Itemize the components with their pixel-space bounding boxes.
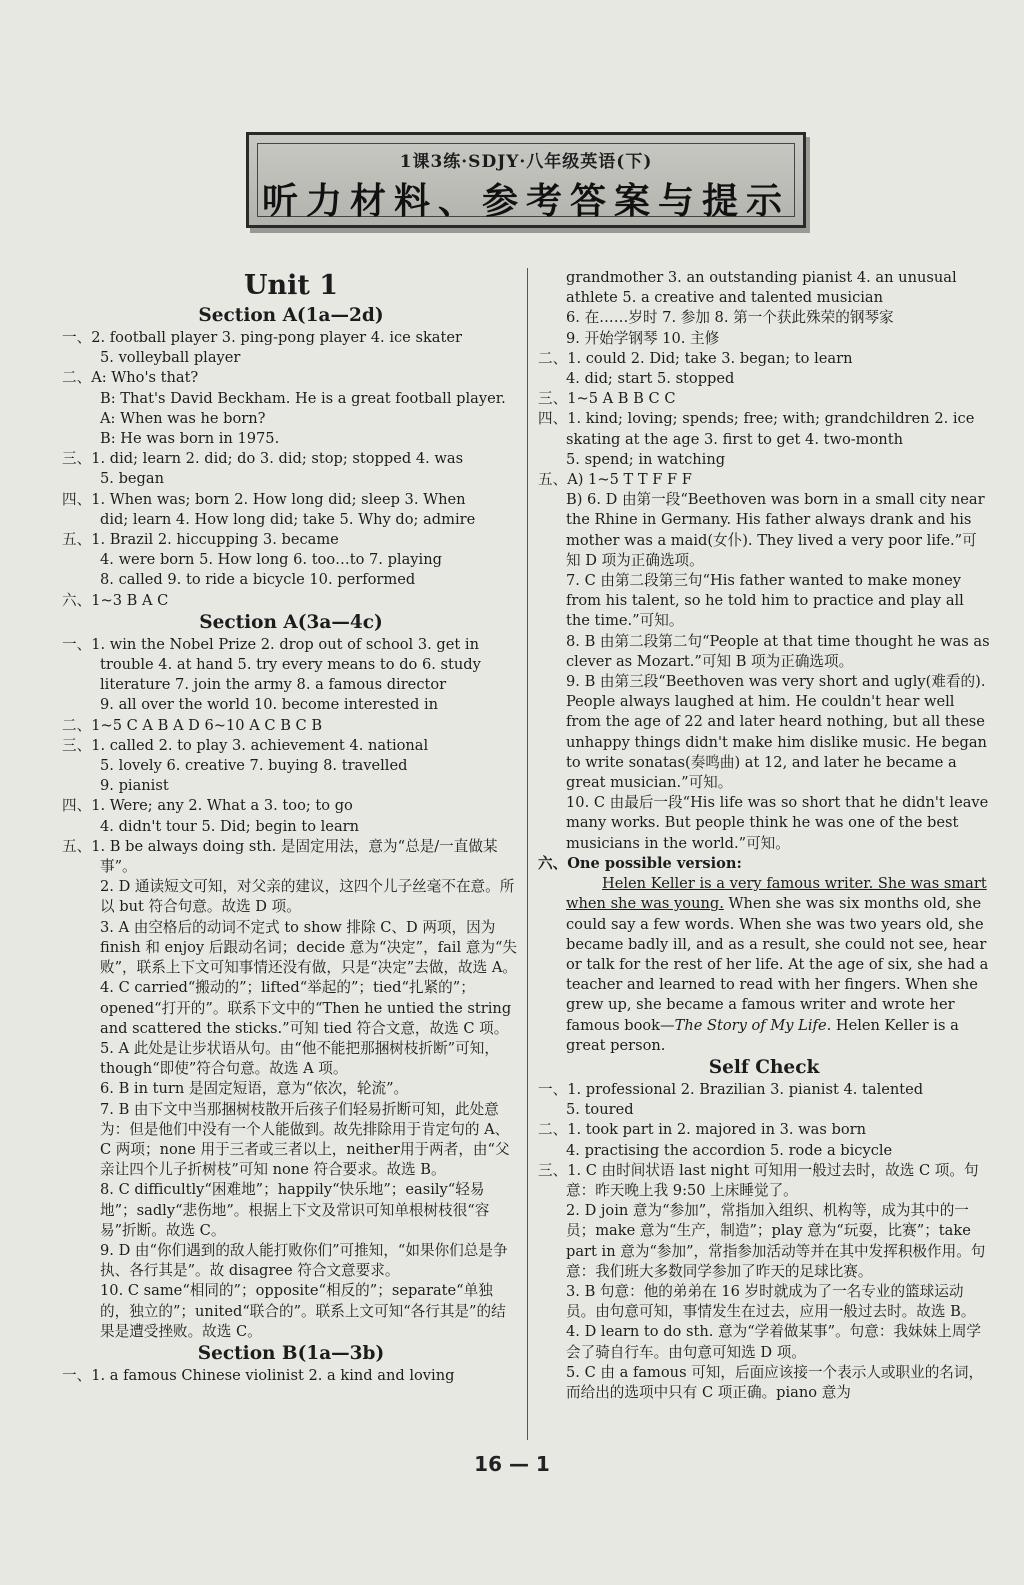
sample-essay-label: 六、One possible version: [538, 854, 742, 872]
answer-line: did; learn 4. How long did; take 5. Why do; admire [100, 510, 476, 528]
answer-line: A: When was he born? [100, 409, 266, 427]
answer-line: 一、2. football player 3. ping-pong player 4. ice skater [62, 329, 462, 346]
answer-line: 4. did; start 5. stopped [566, 370, 735, 388]
right-column [538, 268, 990, 1403]
explanation-paragraph: 5. A 此处是让步状语从句。由“他不能把那捆树枝折断”可知，though“即使”符合句意。故选 A 项。 [100, 1039, 499, 1078]
answer-line: 五、1. Brazil 2. hiccupping 3. became [62, 531, 339, 549]
answer-line: 5. lovely 6. creative 7. buying 8. travelled [100, 757, 408, 775]
answer-line: 9. all over the world 10. become interested in [100, 696, 439, 714]
answer-line: 5. volleyball player [100, 349, 241, 367]
explanation-paragraph: 三、1. C 由时间状语 last night 可知用一般过去时，故选 C 项。句意：昨天晚上我 9:50 上床睡觉了。 [538, 1161, 979, 1199]
explanation-paragraph: 5. C 由 a famous 可知，后面应该接一个表示人或职业的名词，而给出的选项中只有 C 项正确。piano 意为 [566, 1363, 984, 1401]
explanation-paragraph: 2. D join 意为“参加”，常指加入组织、机构等，成为其中的一员；make 意为“生产，制造”；play 意为“玩耍，比赛”；take part in 意为“参加”，常指参加活动等并在其中发挥积极作用。句意：我们班大多数同学参加了昨天的足球比赛。 [566, 1202, 986, 1280]
answer-line: athlete 5. a creative and talented musician [566, 289, 884, 307]
section-heading-b1: Section B(1a—3b) [197, 1342, 385, 1364]
essay-underlined-sentence: Helen Keller is a very famous writer. She was smart when she was young. [566, 875, 987, 913]
answer-line: 二、1~5 C A B A D 6~10 A C B C B [62, 716, 323, 734]
answer-line: 一、1. win the Nobel Prize 2. drop out of school 3. get in [62, 635, 479, 653]
book-subtitle: 1课3练·SDJY·八年级英语(下) [399, 152, 653, 172]
answer-line: 六、1~3 B A C [62, 591, 169, 609]
section-heading-self-check: Self Check [708, 1056, 820, 1078]
explanation-paragraph: 6. B in turn 是固定短语，意为“依次，轮流”。 [100, 1080, 409, 1098]
explanation-paragraph: 7. B 由下文中当那捆树枝散开后孩子们轻易折断可知，此处意为：但是他们中没有一个人能做到。故先排除用于肯定句的 A、C 两项；none 用于三者或三者以上，neither用于两者，由“父亲让四个儿子折树枝”可知 none 符合要求。故选 B。 [100, 1100, 510, 1179]
answer-line: 4. were born 5. How long 6. too…to 7. playing [100, 551, 442, 569]
answer-line: literature 7. join the army 8. a famous director [100, 676, 447, 694]
answer-line: 一、1. a famous Chinese violinist 2. a kind and loving [62, 1366, 455, 1384]
answer-line: skating at the age 3. first to get 4. two-month [566, 430, 903, 448]
answer-line: 三、1~5 A B B C C [538, 390, 676, 408]
header-banner [246, 132, 806, 228]
answer-line: grandmother 3. an outstanding pianist 4. an unusual [566, 269, 957, 286]
answer-line: 4. practising the accordion 5. rode a bicycle [566, 1141, 893, 1159]
explanation-paragraph: 7. C 由第二段第三句“His father wanted to make money from his talent, so he told him to practice and play all the time.”可知。 [566, 572, 964, 630]
header-banner-frame [257, 143, 795, 222]
answer-line: B: That's David Beckham. He is a great football player. [100, 389, 506, 407]
explanation-paragraph: B) 6. D 由第一段“Beethoven was born in a small city near the Rhine in Germany. His father always drank and his mother was a maid(女仆). They lived a very poor life.”可知 D 项为正确选项。 [566, 491, 985, 569]
essay-ending: . Helen Keller is a great person. [566, 1016, 959, 1054]
explanation-paragraph: 3. B 句意：他的弟弟在 16 岁时就成为了一名专业的篮球运动员。由句意可知，事情发生在过去，应用一般过去时。故选 B。 [566, 1282, 976, 1321]
answer-line: 二、A: Who's that? [62, 369, 199, 387]
essay-book-title: The Story of My Life [674, 1016, 827, 1034]
answer-line: 四、1. Were; any 2. What a 3. too; to go [62, 797, 353, 815]
column-divider [527, 268, 528, 1440]
explanation-paragraph: 4. C carried“搬动的”；lifted“举起的”；tied“扎紧的”；opened“打开的”。联系下文中的“Then he untied the string and scattered the sticks.”可知 tied 符合文意，故选 C 项。 [100, 979, 512, 1037]
explanation-paragraph: 2. D 通读短文可知，对父亲的建议，这四个儿子丝毫不在意。所以 but 符合句意。故选 D 项。 [100, 878, 515, 916]
explanation-paragraph: 五、1. B be always doing sth. 是固定用法，意为“总是/一直做某事”。 [62, 837, 498, 876]
explanation-paragraph: 8. C difficultly“困难地”；happily“快乐地”；easily“轻易地”；sadly“悲伤地”。根据上下文及常识可知单根树枝很“容易”折断。故选 C。 [100, 1181, 490, 1239]
answer-line: B: He was born in 1975. [100, 430, 280, 448]
answer-line: trouble 4. at hand 5. try every means to do 6. study [100, 656, 481, 674]
answer-line: 二、1. could 2. Did; take 3. began; to learn [538, 349, 853, 367]
left-column [62, 268, 520, 1386]
page-number: 16 — 1 [474, 1452, 550, 1476]
answer-line: 5. began [100, 470, 164, 488]
explanation-paragraph: 9. B 由第三段“Beethoven was very short and ugly(难看的). People always laughed at him. He couldn't hear well from the age of 22 and later heard nothing, but all these unhappy things didn't make him dislike music. He began to write sonatas(奏鸣曲) at 12, and later he became a great musician.”可知。 [566, 673, 987, 792]
section-heading-a1: Section A(1a—2d) [198, 305, 384, 326]
answer-line: 5. toured [566, 1101, 634, 1119]
answer-line: 四、1. kind; loving; spends; free; with; grandchildren 2. ice [538, 410, 975, 428]
answer-line: 8. called 9. to ride a bicycle 10. performed [100, 571, 416, 589]
explanation-paragraph: 10. C same“相同的”；opposite“相反的”；separate“单独的，独立的”；united“联合的”。联系上文可知“各行其是”的结果是遭受挫败。故选 C。 [100, 1282, 506, 1340]
explanation-paragraph: 9. D 由“你们遇到的敌人能打败你们”可推知，“如果你们总是争执、各行其是”。故 disagree 符合文意要求。 [100, 1241, 508, 1280]
answer-line: 三、1. did; learn 2. did; do 3. did; stop; stopped 4. was [62, 450, 464, 468]
explanation-paragraph: 10. C 由最后一段“His life was so short that he didn't leave many works. But people think he was one of the best musicians in the world.”可知。 [566, 794, 989, 852]
unit-title: Unit 1 [243, 270, 339, 301]
sample-essay [538, 874, 990, 1056]
explanation-paragraph: 3. A 由空格后的动词不定式 to show 排除 C、D 两项，因为 finish 和 enjoy 后跟动名词；decide 意为“决定”，fail 意为“失败”，联系上下文可知事情还没有做，只是“决定”去做，故选 A。 [100, 918, 518, 977]
explanation-paragraph: 4. D learn to do sth. 意为“学着做某事”。句意：我妹妹上周学会了骑自行车。由句意可知选 D 项。 [566, 1323, 982, 1361]
answer-line: 6. 在……岁时 7. 参加 8. 第一个获此殊荣的钢琴家 [566, 309, 894, 327]
answer-line: 9. 开始学钢琴 10. 主修 [566, 329, 720, 347]
answer-line: 四、1. When was; born 2. How long did; sleep 3. When [62, 490, 466, 508]
essay-body: When she was six months old, she could say a few words. When she was two years old, she became badly ill, and as a result, she could not see, hear or talk for the rest of her life. At the age of six, she had a teacher and learned to read with her fingers. When she grew up, she became a famous writer and wrote her famous book— [566, 895, 989, 1034]
answer-line: 一、1. professional 2. Brazilian 3. pianist 4. talented [538, 1080, 924, 1098]
explanation-paragraph: 8. B 由第二段第二句“People at that time thought he was as clever as Mozart.”可知 B 项为正确选项。 [566, 632, 990, 670]
answer-line: 9. pianist [100, 777, 169, 795]
page-title: 听力材料、参考答案与提示 [261, 181, 790, 222]
answer-line: 二、1. took part in 2. majored in 3. was born [538, 1121, 866, 1139]
section-heading-a3: Section A(3a—4c) [199, 611, 383, 633]
answer-line: 4. didn't tour 5. Did; begin to learn [100, 817, 360, 835]
answer-line: 三、1. called 2. to play 3. achievement 4. national [62, 736, 429, 754]
answer-line: 5. spend; in watching [566, 450, 726, 468]
answer-line: 五、A) 1~5 T T F F F [538, 471, 692, 489]
